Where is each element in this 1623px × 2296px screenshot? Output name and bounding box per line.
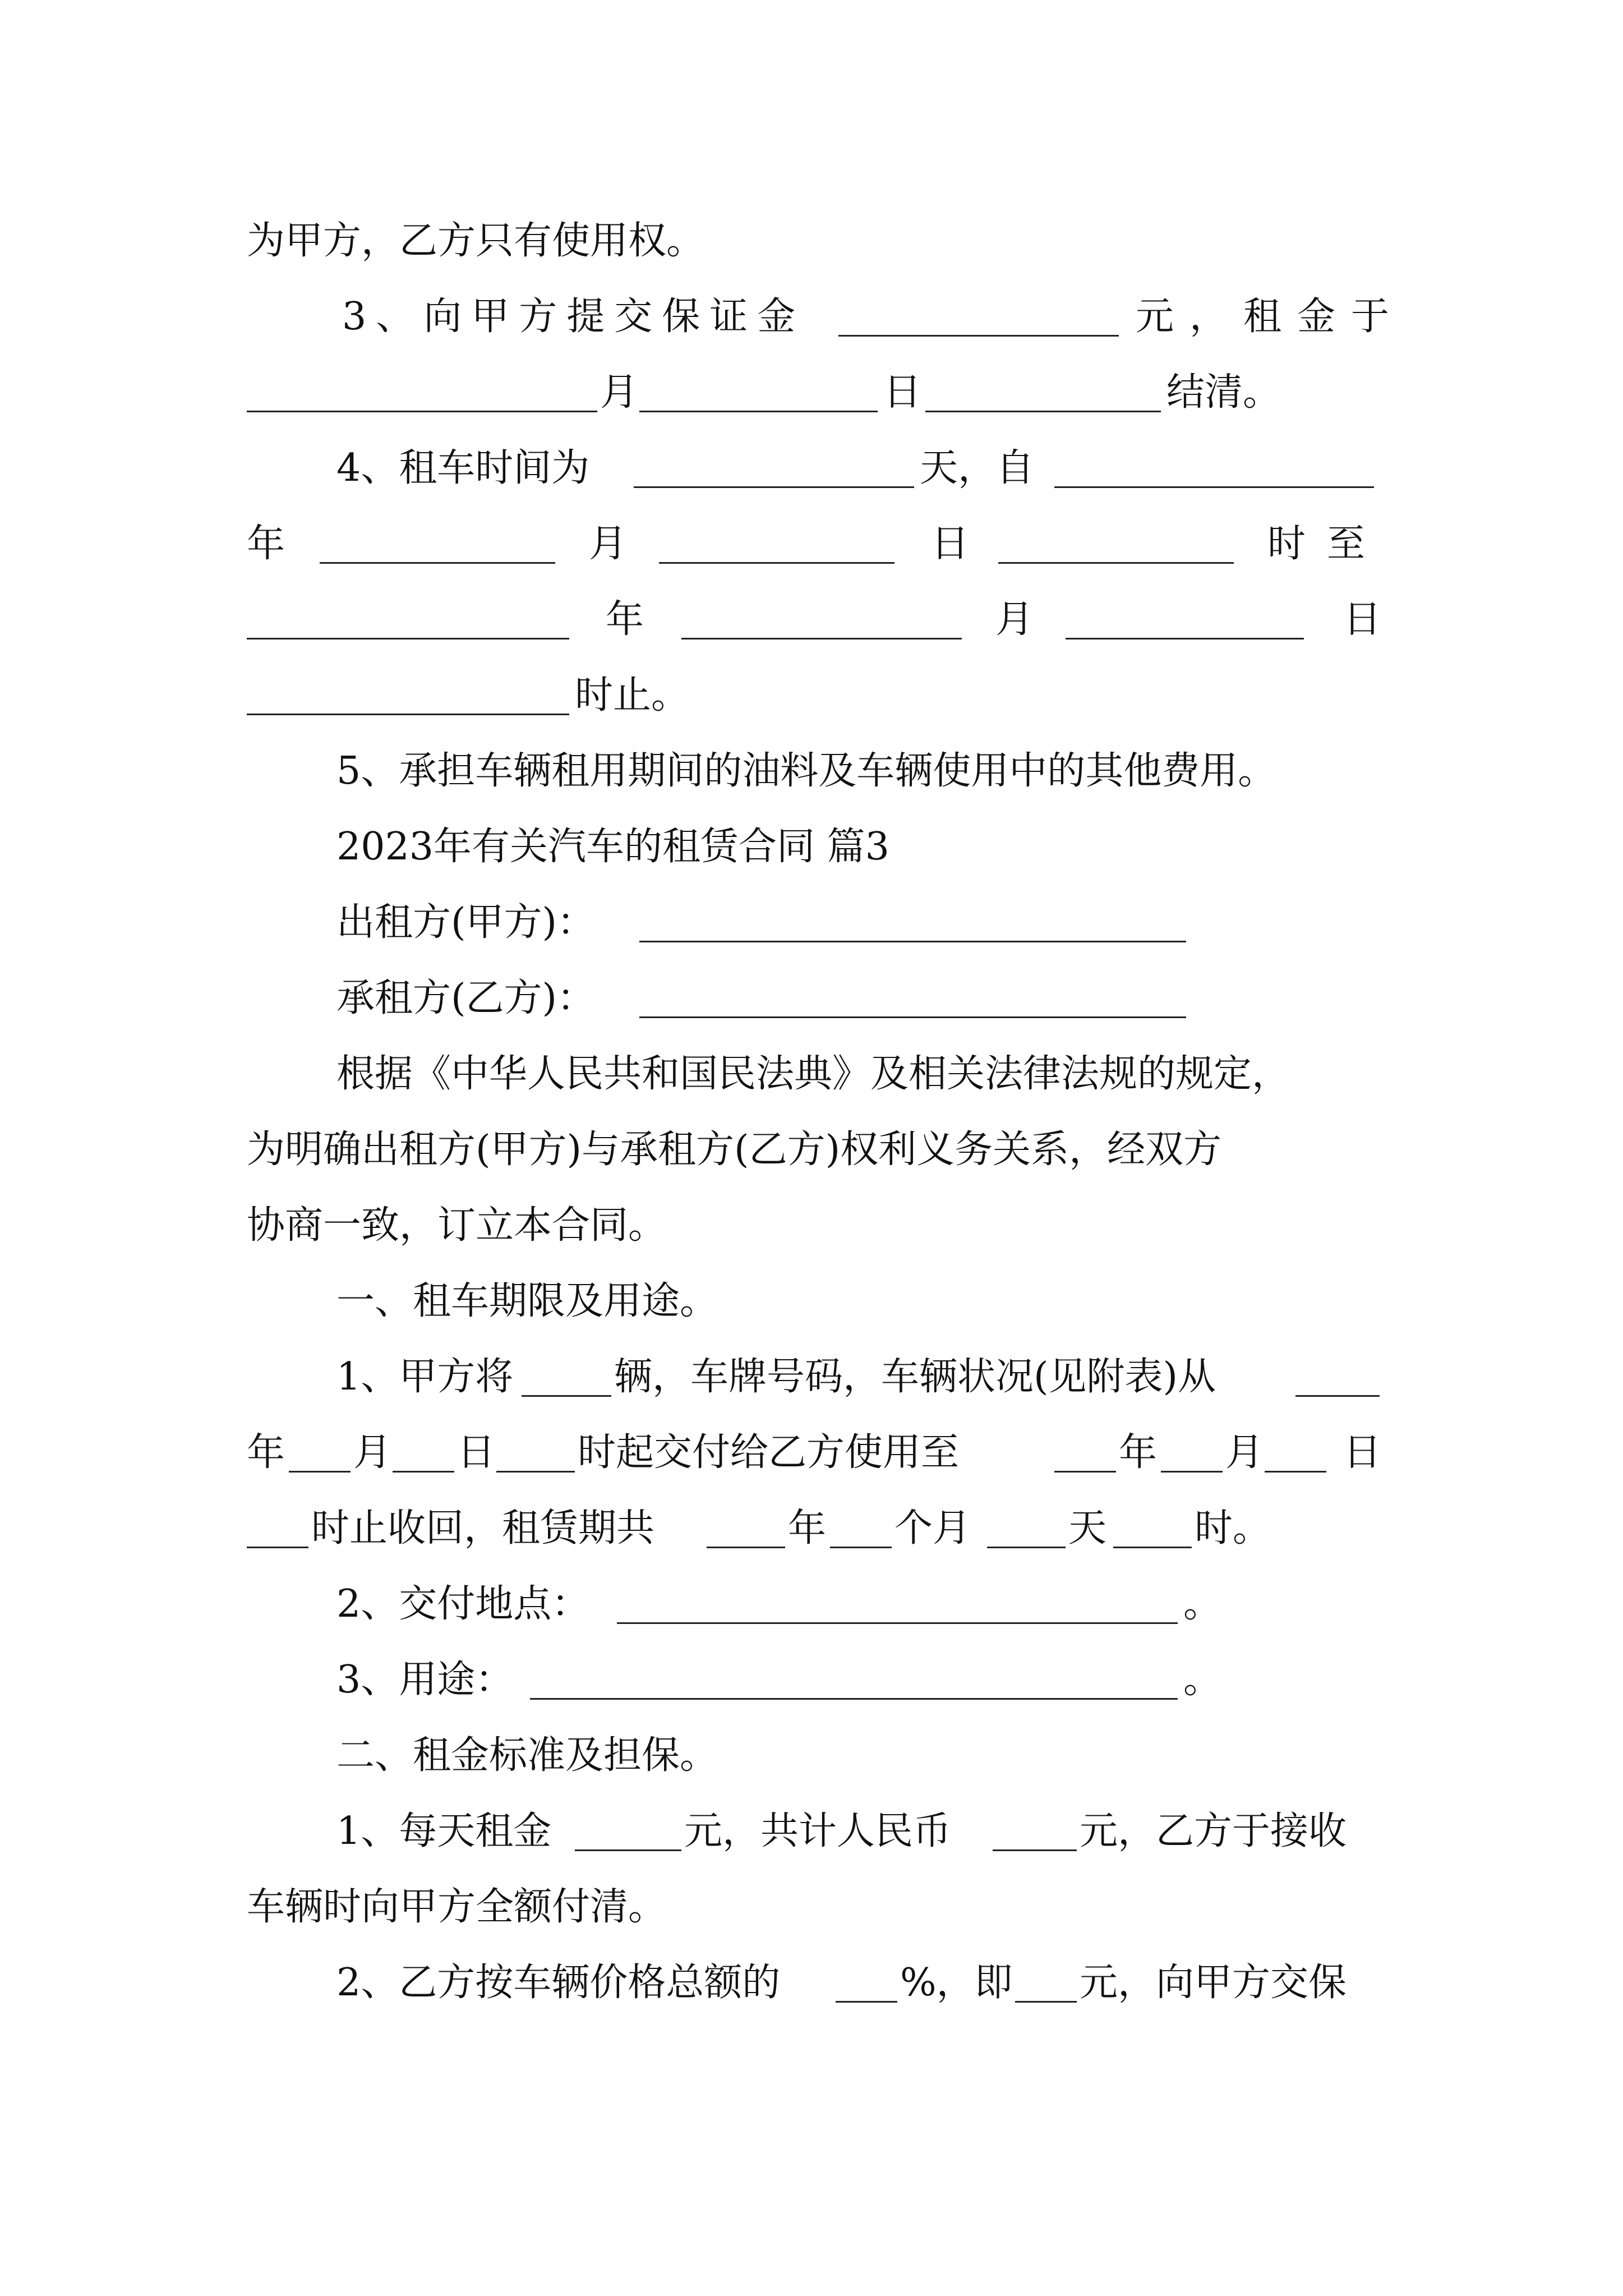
text-segment: 天 [1068,1506,1107,1550]
text-segment: 日 [1343,1430,1382,1475]
text-segment: 月 [995,597,1034,642]
text-segment: 5、承担车辆租用期间的油料及车辆使用中的其他费用。 [336,749,1276,793]
fill-in-blank[interactable] [530,1698,1178,1700]
fill-in-blank[interactable] [617,1622,1178,1624]
fill-in-blank[interactable] [681,638,962,639]
text-line [0,1874,1623,1941]
fill-in-blank[interactable] [987,1547,1066,1548]
text-line [0,1419,1623,1487]
text-segment: 车辆时向甲方全额付清。 [247,1885,667,1929]
text-segment: 天，自 [920,446,1035,490]
fill-in-blank[interactable] [639,411,878,412]
fill-in-blank[interactable] [247,1547,308,1548]
text-segment: 日 [457,1430,496,1475]
text-segment: 3、向甲方提交保证金 [342,295,805,339]
fill-in-blank[interactable] [1161,1471,1223,1473]
text-segment: 年 [606,597,644,642]
text-line [0,1116,1623,1184]
fill-in-blank[interactable] [1015,2001,1077,2003]
fill-in-blank[interactable] [1113,1547,1192,1548]
text-segment: 年 [247,1430,285,1475]
fill-in-blank[interactable] [496,1471,575,1473]
text-segment: 时止收回，租赁期共 [311,1506,655,1550]
text-line [0,208,1623,275]
text-line [0,510,1623,578]
text-segment: %，即 [900,1961,1013,2005]
text-segment: 时起交付给乙方使用至 [578,1430,960,1475]
text-line [0,1949,1623,2017]
fill-in-blank[interactable] [838,335,1119,337]
section-heading: 一、租车期限及用途。 [336,1279,718,1323]
text-segment: 。 [1183,1582,1222,1626]
text-segment: 出租方(甲方)： [336,900,596,945]
text-line [0,1268,1623,1335]
text-line [0,813,1623,881]
text-segment: 1、每天租金 [336,1809,552,1853]
text-line [0,738,1623,805]
text-segment: 日 [931,522,970,566]
text-line [0,586,1623,654]
text-segment: 2、乙方按车辆价格总额的 [336,1961,781,2005]
fill-in-blank[interactable] [707,1547,785,1548]
text-line [0,1192,1623,1259]
section-heading: 2023年有关汽车的租赁合同 篇3 [336,825,889,869]
text-segment: 年 [788,1506,827,1550]
section-heading: 二、租金标准及担保。 [336,1733,718,1778]
text-segment: 。 [1183,1658,1222,1702]
text-line [0,435,1623,502]
text-segment: 为甲方，乙方只有使用权。 [247,219,705,263]
fill-in-blank[interactable] [993,1849,1077,1851]
fill-in-blank[interactable] [659,562,895,564]
text-segment: 1、甲方将 [336,1355,514,1399]
text-line [0,283,1623,351]
text-segment: 结清。 [1166,370,1281,415]
text-segment: 月 [600,370,639,415]
text-segment: 承租方(乙方)： [336,976,596,1020]
fill-in-blank[interactable] [1054,486,1374,488]
text-line [0,1041,1623,1108]
text-line [0,1722,1623,1789]
fill-in-blank[interactable] [634,486,914,488]
fill-in-blank[interactable] [639,1016,1186,1018]
text-line [0,1798,1623,1865]
fill-in-blank[interactable] [320,562,555,564]
text-segment: 月 [589,522,628,566]
text-segment: 辆，车牌号码，车辆状况(见附表)从 [614,1355,1216,1399]
fill-in-blank[interactable] [830,1547,892,1548]
text-segment: 日 [1343,597,1382,642]
text-line [0,662,1623,729]
text-line [0,1571,1623,1638]
fill-in-blank[interactable] [289,1471,351,1473]
fill-in-blank[interactable] [247,714,569,715]
text-segment: 月 [1225,1430,1264,1475]
fill-in-blank[interactable] [1066,638,1304,639]
text-segment: 月 [353,1430,392,1475]
text-segment: 元，租金于 [1136,295,1405,339]
fill-in-blank[interactable] [1265,1471,1326,1473]
fill-in-blank[interactable] [998,562,1234,564]
fill-in-blank[interactable] [925,411,1161,412]
text-segment: 元，共计人民币 [684,1809,952,1853]
text-segment: 年 [247,522,285,566]
text-segment: 为明确出租方(甲方)与承租方(乙方)权利义务关系，经双方 [247,1128,1222,1172]
fill-in-blank[interactable] [522,1395,611,1397]
text-line [0,965,1623,1032]
text-segment: 4、租车时间为 [336,446,590,490]
text-line [0,1343,1623,1411]
fill-in-blank[interactable] [393,1471,454,1473]
text-line [0,889,1623,956]
text-segment: 时。 [1195,1506,1271,1550]
text-segment: 时止。 [575,673,690,717]
text-segment: 时至 [1267,522,1387,566]
fill-in-blank[interactable] [639,941,1186,942]
text-segment: 协商一致，订立本合同。 [247,1203,667,1248]
text-segment: 3、用途： [336,1658,514,1702]
text-segment: 元，乙方于接收 [1080,1809,1347,1853]
text-line [0,359,1623,426]
text-line [0,1646,1623,1714]
text-line [0,1495,1623,1562]
fill-in-blank[interactable] [575,1849,681,1851]
text-segment: 日 [883,370,922,415]
text-segment: 根据《中华人民共和国民法典》及相关法律法规的规定， [336,1052,1290,1096]
text-segment: 元，向甲方交保 [1080,1961,1347,2005]
fill-in-blank[interactable] [247,638,569,639]
fill-in-blank[interactable] [1295,1395,1380,1397]
text-segment: 2、交付地点： [336,1582,590,1626]
fill-in-blank[interactable] [247,411,597,412]
text-segment: 年 [1119,1430,1158,1475]
fill-in-blank[interactable] [836,2001,897,2003]
text-segment: 个月 [895,1506,971,1550]
fill-in-blank[interactable] [1054,1471,1116,1473]
